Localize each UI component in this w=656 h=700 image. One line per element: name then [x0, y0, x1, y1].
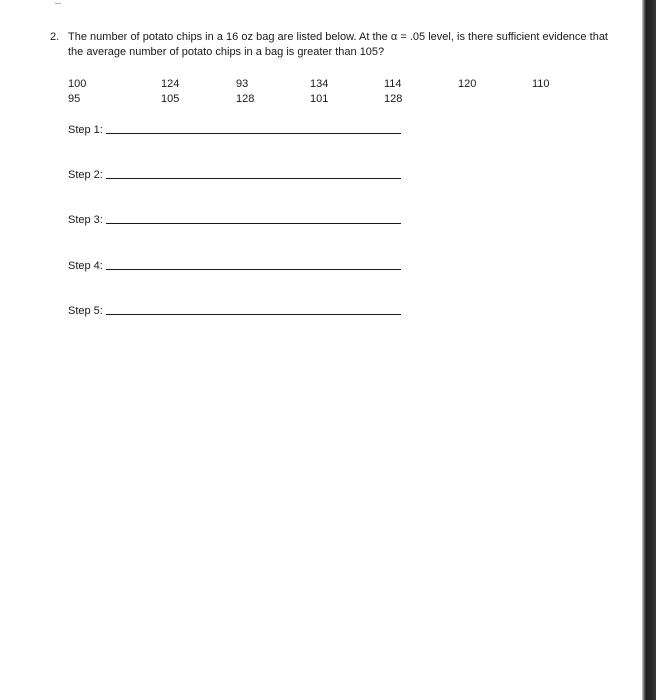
data-value: 105 [161, 93, 180, 105]
data-value: 120 [458, 78, 477, 90]
window-edge [642, 0, 656, 700]
data-value: 124 [161, 78, 180, 90]
data-value: 128 [236, 93, 255, 105]
step-3-answer-line[interactable] [106, 223, 401, 224]
step-4-answer-line[interactable] [106, 269, 401, 270]
step-2-answer-line[interactable] [106, 178, 401, 179]
data-value: 128 [384, 93, 403, 105]
page-mark [55, 0, 61, 4]
step-4-label: Step 4: [68, 260, 103, 272]
data-value: 101 [310, 93, 329, 105]
data-value: 134 [310, 78, 329, 90]
data-value: 100 [68, 78, 87, 90]
step-1-answer-line[interactable] [106, 133, 401, 134]
step-5-label: Step 5: [68, 305, 103, 317]
question-number: 2. [50, 31, 60, 43]
step-5-answer-line[interactable] [106, 314, 401, 315]
step-2-label: Step 2: [68, 169, 103, 181]
question-text: The number of potato chips in a 16 oz bag are listed below. At the α = .05 level, is there sufficient evidence that the average number of potato chips in a bag is greater than 105? [68, 31, 608, 58]
data-value: 110 [532, 78, 550, 90]
data-value: 114 [384, 78, 402, 90]
step-3-label: Step 3: [68, 214, 103, 226]
step-1-label: Step 1: [68, 124, 103, 136]
data-value: 93 [236, 78, 249, 90]
data-value: 95 [68, 93, 81, 105]
